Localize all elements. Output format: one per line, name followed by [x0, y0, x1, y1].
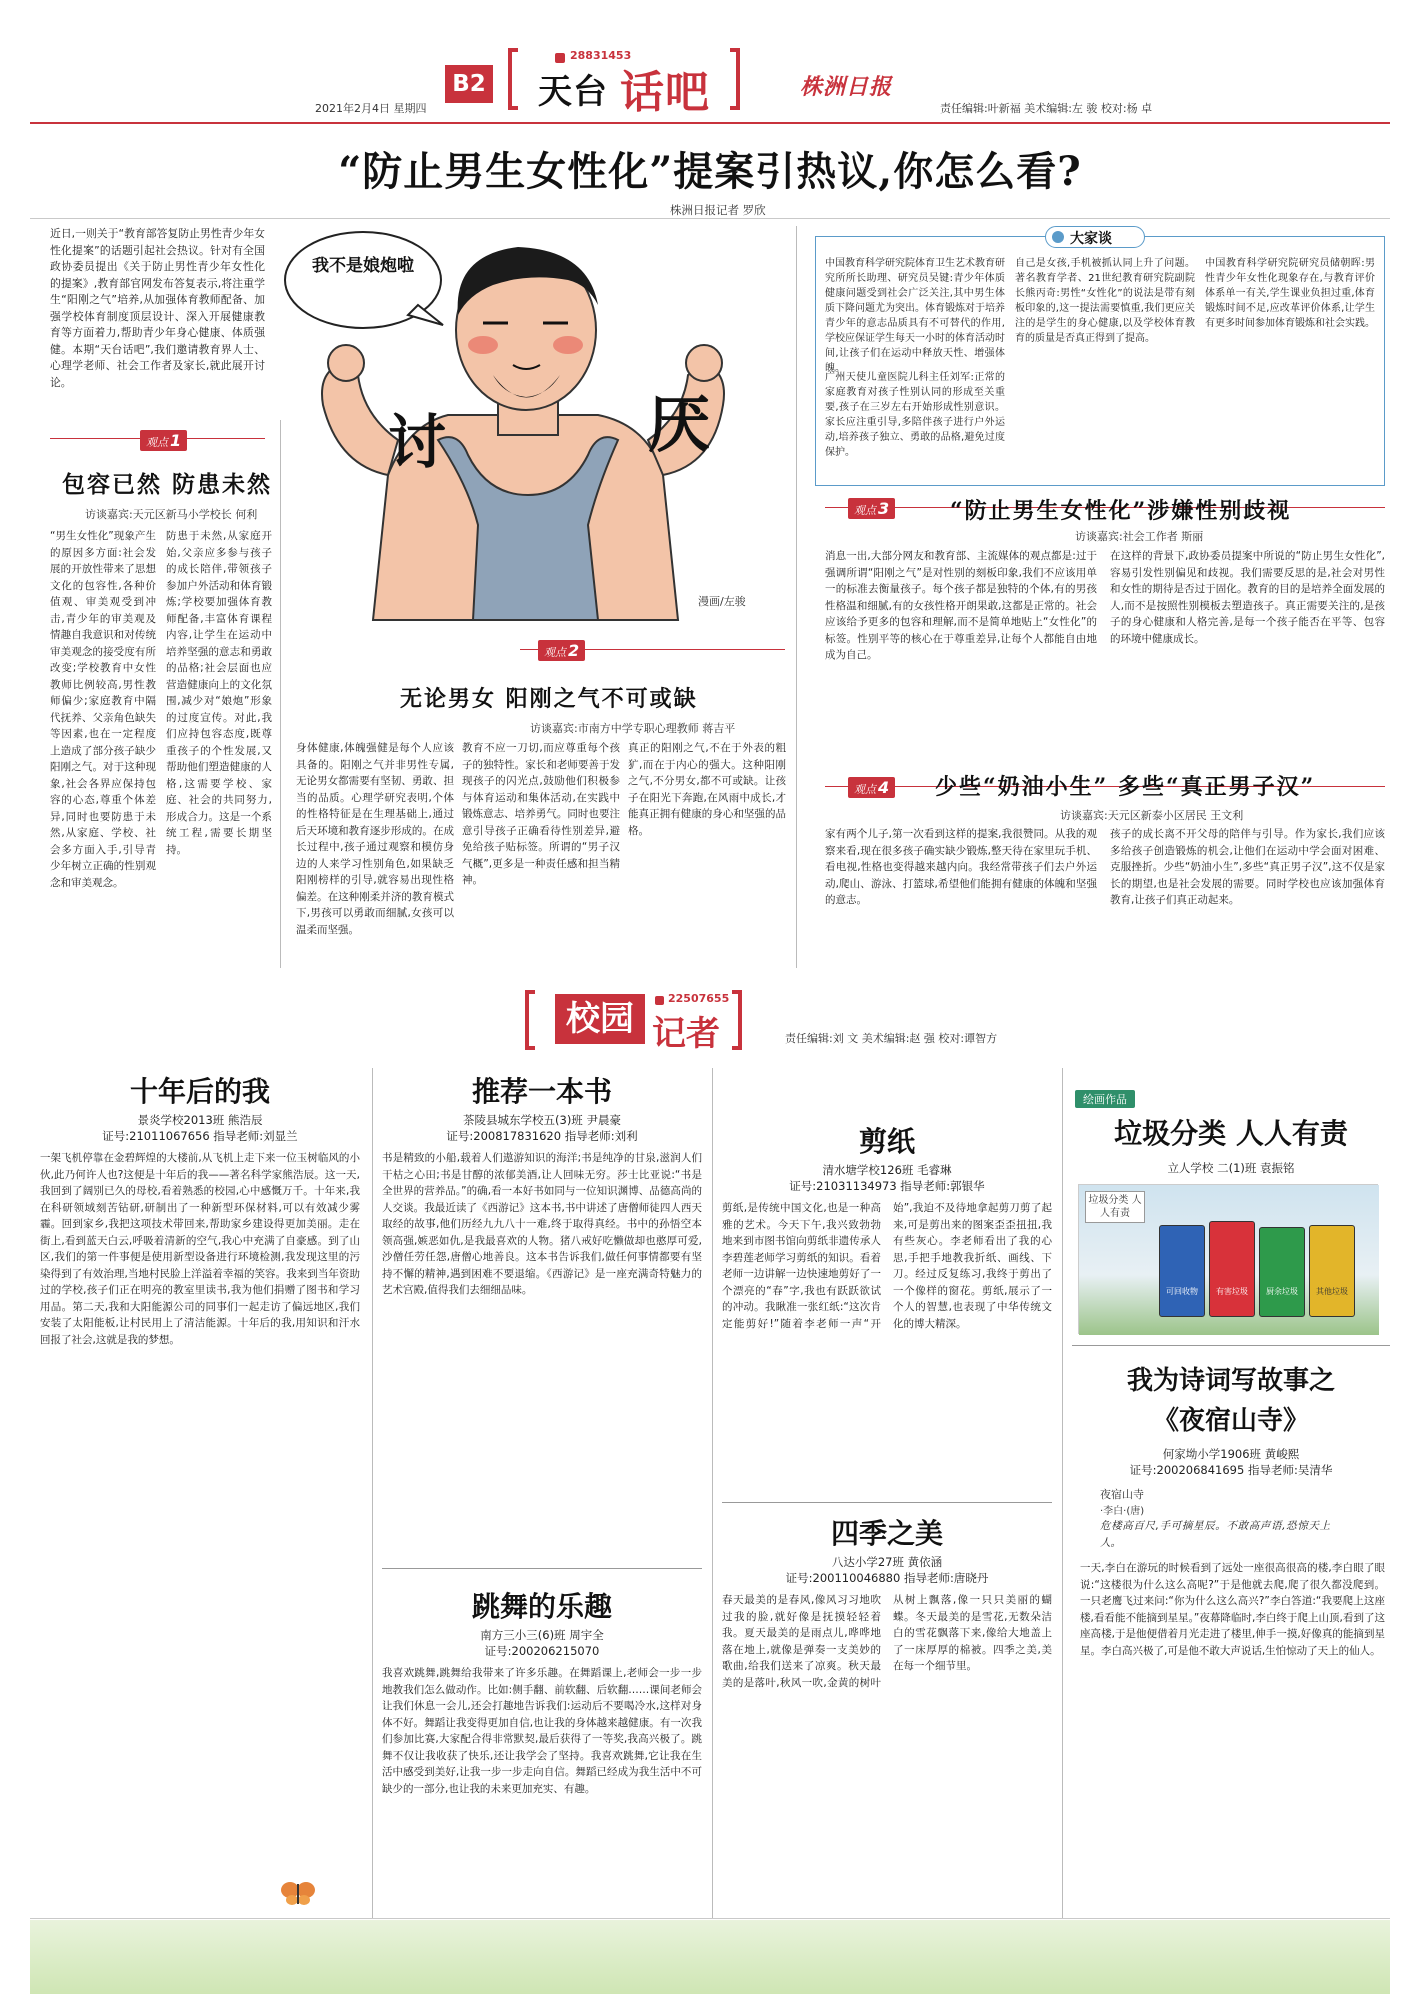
s6-title: 垃圾分类 人人有责	[1114, 1117, 1348, 1150]
campus-editors: 责任编辑:刘 文 美术编辑:赵 强 校对:谭智方	[785, 1032, 998, 1045]
campus-phone-icon	[655, 996, 664, 1005]
v2-divider	[796, 226, 797, 968]
campus-label-b: 记者	[652, 1014, 720, 1054]
s7-cert: 证号:200206841695 指导老师:吴清华	[1129, 1463, 1333, 1477]
v1-divider	[280, 420, 281, 968]
s4-school: 清水塘学校126班 毛睿琳	[822, 1163, 952, 1177]
cartoon-word-a: 讨	[388, 408, 447, 476]
s3-school: 南方三小三(6)班 周宇全	[480, 1628, 604, 1642]
s7-poem-author: ·李白·(唐)	[1100, 1506, 1145, 1517]
v1-title: 包容已然 防患未然	[62, 471, 273, 498]
s2-body: 书是精致的小船,载着人们遨游知识的海洋;书是纯净的甘泉,滋润人们干枯之心田;书是甘醇的浓郁美酒,让人回味无穷。莎士比亚说:“书是全世界的营养品。”的确,看一本好书如同与一位知识渊博、品德高尚的人交谈。我最近读了《西游记》这本书,书中讲述了唐僧师徒四人西天取经的故事,他们历经九九八十一难,终于取得真经。书中的孙悟空本领高强,嫉恶如仇,是我最喜欢的人物。猪八戒好吃懒做却也憨厚可爱,沙僧任劳任怨,唐僧心地善良。这本书告诉我们,做任何事情都要有坚持不懈的精神,遇到困难不要退缩。《西游记》是一座充满奇特魅力的艺术宫殿,值得我们去细细品味。	[382, 1152, 702, 1296]
s1-title: 十年后的我	[129, 1075, 270, 1108]
main-headline: “防止男生女性化”提案引热议,你怎么看?	[338, 148, 1082, 195]
campus-hotline: 22507655	[668, 992, 730, 1005]
s3-cert: 证号:200206215070	[484, 1644, 600, 1658]
campus-bracket-right	[732, 990, 742, 1050]
v1-col-a: “男生女性化”现象产生的原因多方面:社会发展的开放性带来了思想文化的包容性,各种价值观、审美观受到冲击,青少年的审美观及情趣自我意识和对传统审美观念的接受度有所改变;学校教育中女性教师比例较高,男性教师偏少;家庭教育中隔代抚养、父亲角色缺失等因素,也在一定程度上造成了部分孩子缺少阳刚之气。对于这种现象,社会各界应保持包容的心态,尊重个体差异,同时也要防患于未然,从家庭、学校、社会多方面入手,引导青少年树立正确的性别观念和审美观念。	[50, 530, 156, 889]
dajiatan-dot-icon	[1052, 231, 1064, 243]
v2-tag	[538, 640, 585, 661]
s4-rule	[722, 1502, 1052, 1503]
paper-logo: 株洲日报	[800, 74, 893, 100]
campus-header	[30, 990, 1390, 1060]
headline-rule	[30, 218, 1390, 219]
s6-bin-2	[1209, 1221, 1255, 1317]
s1-school: 景炎学校2013班 熊浩辰	[137, 1113, 263, 1127]
v2-col-a: 身体健康,体魄强健是每个人应该具备的。阳刚之气并非男性专属,无论男女都需要有坚韧、勇敢、担当的品质。心理学研究表明,个体的性格特征是在生理基础上,通过后天环境和教育逐步形成的。在成长过程中,孩子通过观察和模仿身边的人来学习性别角色,如果缺乏阳刚榜样的引导,就容易出现性格偏差。在这种刚柔并济的教育模式下,男孩可以勇敢而细腻,女孩可以温柔而坚强。	[296, 742, 454, 936]
lede: 近日,一则关于“教育部答复防止男性青少年女性化提案”的话题引起社会热议。针对有全国政协委员提出《关于防止男性青少年女性化的提案》,教育部官网发布答复表示,将注重学生“阳刚之气”培养,从加强体育教师配备、加强学校体育制度顶层设计、深入开展健康教育等方面着力,帮助青少年身心健康、体质强健。本期“天台话吧”,我们邀请教育界人士、心理学老师、社会工作者及家长,就此展开讨论。	[50, 227, 265, 389]
s6-bin-3-label: 厨余垃圾	[1266, 1287, 1298, 1296]
masthead-bracket	[508, 48, 518, 110]
s6-drawing	[1078, 1184, 1378, 1334]
masthead-editors: 责任编辑:叶新福 美术编辑:左 骏 校对:杨 卓	[940, 102, 1153, 115]
v1-tag-label: 观点	[146, 436, 168, 449]
grass-decoration	[30, 1920, 1390, 1994]
s1-divider	[372, 1068, 373, 1918]
s7-title-b: 《夜宿山寺》	[1152, 1406, 1309, 1436]
s6-bin-4	[1309, 1225, 1355, 1317]
masthead-bracket-right	[730, 48, 740, 110]
v2-tag-number: 2	[568, 641, 580, 660]
s1-cert: 证号:21011067656 指导老师:刘显兰	[102, 1129, 298, 1143]
s6-sign: 垃圾分类 人人有责	[1085, 1191, 1145, 1223]
dajiatan-col-b: 广州天使儿童医院儿科主任刘军:正常的家庭教育对孩子性别认同的形成至关重要,孩子在三岁左右开始形成性别意识。家长应注重引导,多陪伴孩子进行户外运动,培养孩子独立、勇敢的品格,避免过度保护。	[825, 372, 1005, 458]
s7-title-a: 我为诗词写故事之	[1126, 1366, 1335, 1396]
s6-bin-1-label: 可回收物	[1166, 1287, 1198, 1296]
v2-col-b: 教育不应一刀切,而应尊重每个孩子的独特性。家长和老师要善于发现孩子的闪光点,鼓励他们积极参与体育运动和集体活动,在实践中锻炼意志、培养勇气。同时也要注意引导孩子正确看待性别差异,避免给孩子贴标签。所谓的“男子汉气概”,更多是一种责任感和担当精神。	[462, 742, 620, 886]
s6-bin-4-label: 其他垃圾	[1316, 1287, 1348, 1296]
s5-body: 春天最美的是春风,像风习习地吹过我的脸,就好像是抚摸轻轻着我。夏天最美的是雨点儿,哗哗地落在地上,就像是弹奏一支美妙的歌曲,给我们送来了凉爽。秋天最美的是落叶,秋风一吹,金黄的树叶从树上飘落,像一只只美丽的蝴蝶。冬天最美的是雪花,无数朵洁白的雪花飘落下来,像给大地盖上了一床厚厚的棉被。四季之美,美在每一个细节里。	[722, 1594, 1052, 1689]
s3-divider	[712, 1068, 713, 1918]
v2-title: 无论男女 阳刚之气不可或缺	[400, 686, 698, 712]
section-title-a: 天台	[538, 72, 608, 112]
v2-col-c: 真正的阳刚之气,不在于外表的粗犷,而在于内心的强大。这种阳刚之气,不分男女,都不可或缺。让孩子在阳光下奔跑,在风雨中成长,才能真正拥有健康的身心和坚强的品格。	[628, 742, 786, 837]
s5-title: 四季之美	[830, 1517, 943, 1550]
section-title-b: 话吧	[620, 67, 710, 118]
s6-bin-2-label: 有害垃圾	[1216, 1287, 1248, 1296]
s2-title: 推荐一本书	[471, 1075, 612, 1108]
masthead	[30, 40, 1390, 132]
v3-tag-label: 观点	[854, 504, 876, 517]
s6-rule	[1072, 1345, 1390, 1346]
v3-col-a: 消息一出,大部分网友和教育部、主流媒体的观点都是:过于强调所谓“阳刚之气”是对性别的刻板印象,我们不应该用单一的标准去衡量孩子。每个孩子都是独特的个体,有的男孩性格温和细腻,有的女孩性格开朗果敢,这都是正常的。社会应该给予更多的包容和理解,而不是简单地贴上“女性化”的标签。性别平等的核心在于尊重差异,让每个人都能自由地成为自己。	[825, 550, 1097, 661]
v3-guest: 访谈嘉宾:社会工作者 斯丽	[1075, 530, 1204, 543]
v3-col-b: 在这样的背景下,政协委员提案中所说的“防止男生女性化”,容易引发性别偏见和歧视。我们需要反思的是,社会对男性和女性的期待是否过于固化。教育的目的是培养全面发展的人,而不是按照性别模板去塑造孩子。真正需要关注的,是孩子的身心健康和人格完善,是每一个孩子能否在平等、包容的环境中健康成长。	[1110, 550, 1385, 645]
v3-tag-number: 3	[878, 499, 890, 518]
v4-col-b: 孩子的成长离不开父母的陪伴与引导。作为家长,我们应该多给孩子创造锻炼的机会,让他们在运动中学会面对困难、克服挫折。少些“奶油小生”,多些“真正男子汉”,这不仅是家长的期望,也是社会发展的需要。同时学校也应该加强体育教育,让孩子们真正动起来。	[1110, 828, 1385, 906]
v4-tag-number: 4	[878, 778, 890, 797]
v4-tag	[848, 777, 895, 798]
s3-title: 跳舞的乐趣	[471, 1590, 612, 1623]
cartoon	[268, 225, 788, 620]
v4-guest: 访谈嘉宾:天元区新泰小区居民 王文利	[1060, 809, 1244, 822]
s2-cert: 证号:200817831620 指导老师:刘利	[446, 1129, 638, 1143]
v3-title: “防止男生女性化”涉嫌性别歧视	[950, 498, 1292, 524]
v1-guest: 访谈嘉宾:天元区新马小学校长 何利	[85, 508, 258, 521]
bottom-rule	[30, 1918, 1390, 1919]
s7-poem: 危楼高百尺,手可摘星辰。不敢高声语,恐惊天上人。	[1100, 1520, 1330, 1549]
s4-body: 剪纸,是传统中国文化,也是一种高雅的艺术。今天下午,我兴致勃勃地来到市图书馆向剪纸非遗传承人李碧莲老师学习剪纸的知识。看着老师一边讲解一边快速地剪好了一个漂亮的“春”字,我也有跃跃欲试的冲动。我瞅准一张红纸:“这次肯定能剪好!”随着李老师一声“开始”,我迫不及待地拿起剪刀剪了起来,可是剪出来的图案歪歪扭扭,我有些灰心。李老师看出了我的心思,手把手地教我折纸、画线、下刀。经过反复练习,我终于剪出了一个像样的窗花。剪纸,展示了一个人的智慧,也表现了中华传统文化的博大精深。	[722, 1202, 1052, 1330]
masthead-date: 2021年2月4日 星期四	[315, 102, 427, 115]
v4-title: 少些“奶油小生” 多些“真正男子汉”	[935, 774, 1316, 800]
s7-poem-title: 夜宿山寺	[1100, 1488, 1144, 1501]
v1-tag	[140, 430, 187, 451]
s2-rule	[382, 1568, 702, 1569]
v3-tag	[848, 498, 895, 519]
s7-body: 一天,李白在游玩的时候看到了远处一座很高很高的楼,李白眼了眼说:“这楼很为什么这么高呢?”于是他就去爬,爬了很久都没爬到。一只老鹰飞过来问:“你为什么这么高兴?”李白答道:“我要爬上这座楼,看看能不能摘到星星。”夜幕降临时,李白终于爬上山顶,看到了这座高楼,于是他便借着月光走进了楼里,伸手一摸,好像真的能摘到星星。李白高兴极了,可是他不敢大声说话,生怕惊动了天上的仙人。	[1080, 1562, 1385, 1657]
cartoon-bubble: 我不是娘炮啦	[312, 256, 414, 276]
masthead-rule	[30, 122, 1390, 124]
s4-title: 剪纸	[858, 1125, 915, 1158]
s6-school: 立人学校 二(1)班 袁振铭	[1167, 1161, 1295, 1175]
v2-tag-label: 观点	[544, 646, 566, 659]
v1-col-b: 防患于未然,从家庭开始,父亲应多参与孩子的成长陪伴,带领孩子参加户外活动和体育锻炼;学校要加强体育教师配备,丰富体育课程内容,让学生在运动中培养坚强的意志和勇敢的品格;社会层面也应营造健康向上的文化氛围,减少对“娘炮”形象的过度宣传。对此,我们应持包容态度,既尊重孩子的个性发展,又帮助他们塑造健康的人格,这需要学校、家庭、社会的共同努力,形成合力。这是一个系统工程,需要长期坚持。	[166, 530, 272, 856]
s6-bin-3	[1259, 1227, 1305, 1317]
v4-tag-label: 观点	[854, 783, 876, 796]
page-number: B2	[445, 65, 493, 103]
masthead-hotline: 28831453	[570, 49, 632, 62]
byline: 株洲日报记者 罗欣	[670, 203, 766, 217]
s1-body: 一架飞机停靠在金碧辉煌的大楼前,从飞机上走下来一位玉树临风的小伙,此乃何许人也?这便是十年后的我——著名科学家熊浩辰。这一天,我回到了阔别已久的母校,看着熟悉的校园,心中感慨万千。十年来,我在科研领域刻苦钻研,研制出了一种新型环保材料,可以有效减少雾霾。回到家乡,我把这项技术带回来,帮助家乡建设得更加美丽。走在街上,看到蓝天白云,呼吸着清新的空气,我心中充满了自豪感。到了山区,我们的第一件事便是使用新型设备进行环境检测,我发现这里的污染得到了有效治理,当地村民脸上洋溢着幸福的笑容。我来到当年资助过的学校,孩子们正在明亮的教室里读书,我为他们捐赠了图书和学习用品。第二天,我和大阳能源公司的同事们一起走访了偏远地区,我们安装了太阳能板,让村民用上了清洁能源。十年后的我,用知识和汗水回报了社会,这就是我的梦想。	[40, 1152, 360, 1346]
s6-art-label: 绘画作品	[1075, 1090, 1135, 1108]
s4-cert: 证号:21031134973 指导老师:郭银华	[789, 1179, 985, 1193]
s3-body: 我喜欢跳舞,跳舞给我带来了许多乐趣。在舞蹈课上,老师会一步一步地教我们怎么做动作。比如:侧手翻、前软翻、后软翻……课间老师会让我们休息一会儿,还会打趣地告诉我们:运动后不要喝冷水,这样对身体不好。舞蹈让我变得更加自信,也让我的身体越来越健康。有一次我们参加比赛,大家配合得非常默契,最后获得了一等奖,我高兴极了。跳舞不仅让我收获了快乐,还让我学会了坚持。我喜欢跳舞,它让我在生活中感受到美好,让我一步一步走向自信。舞蹈已经成为我生活中不可缺少的一部分,也让我的未来更加充实、有趣。	[382, 1667, 702, 1795]
dajiatan-label: 大家谈	[1070, 231, 1112, 247]
cartoon-word-b: 厌	[648, 388, 711, 461]
dajiatan-col-d: 中国教育科学研究院研究员储朝晖:男性青少年女性化现象存在,与教育评价体系单一有关,学生课业负担过重,体育锻炼时间不足,应改革评价体系,让学生有更多时间参加体育锻炼和社会实践。	[1205, 258, 1375, 329]
v1-tag-number: 1	[170, 431, 182, 450]
v4-col-a: 家有两个儿子,第一次看到这样的提案,我很赞同。从我的观察来看,现在很多孩子确实缺少锻炼,整天待在家里玩手机、看电视,性格也变得越来越内向。我经常带孩子们去户外运动,爬山、游泳、打篮球,希望他们能拥有健康的体魄和坚强的意志。	[825, 828, 1097, 906]
s6-bin-1	[1159, 1225, 1205, 1317]
cartoon-credit: 漫画/左骏	[698, 595, 746, 608]
campus-bracket-left	[525, 990, 535, 1050]
s5-cert: 证号:200110046880 指导老师:唐晓丹	[785, 1571, 989, 1585]
s5-school: 八达小学27班 黄依涵	[831, 1555, 943, 1569]
s2-school: 茶陵县城东学校五(3)班 尹晨豪	[463, 1113, 621, 1127]
phone-icon	[555, 53, 565, 63]
v2-guest: 访谈嘉宾:市南方中学专职心理教师 蒋吉平	[530, 722, 736, 735]
campus-label-a: 校园	[555, 994, 645, 1044]
dajiatan-col-c: 自己是女孩,手机被抓认同上升了问题。著名教育学者、21世纪教育研究院副院长熊丙奇:男性“女性化”的说法是带有刻板印象的,这一提法需要慎重,我们更应关注的是学生的身心健康,以及学校体育教育的质量是否真正得到了提高。	[1015, 258, 1195, 344]
s7-school: 何家坳小学1906班 黄峻熙	[1162, 1447, 1300, 1461]
dajiatan-col-a: 中国教育科学研究院体育卫生艺术教育研究所所长助理、研究员吴键:青少年体质健康问题受到社会广泛关注,其中男生体质下降问题尤为突出。体育锻炼对于培养青少年的意志品质具有不可替代的作用,学校应保证学生每天一小时的体育活动时间,让孩子们在运动中释放天性、增强体魄。	[825, 258, 1005, 374]
s5-divider	[1062, 1068, 1063, 1918]
